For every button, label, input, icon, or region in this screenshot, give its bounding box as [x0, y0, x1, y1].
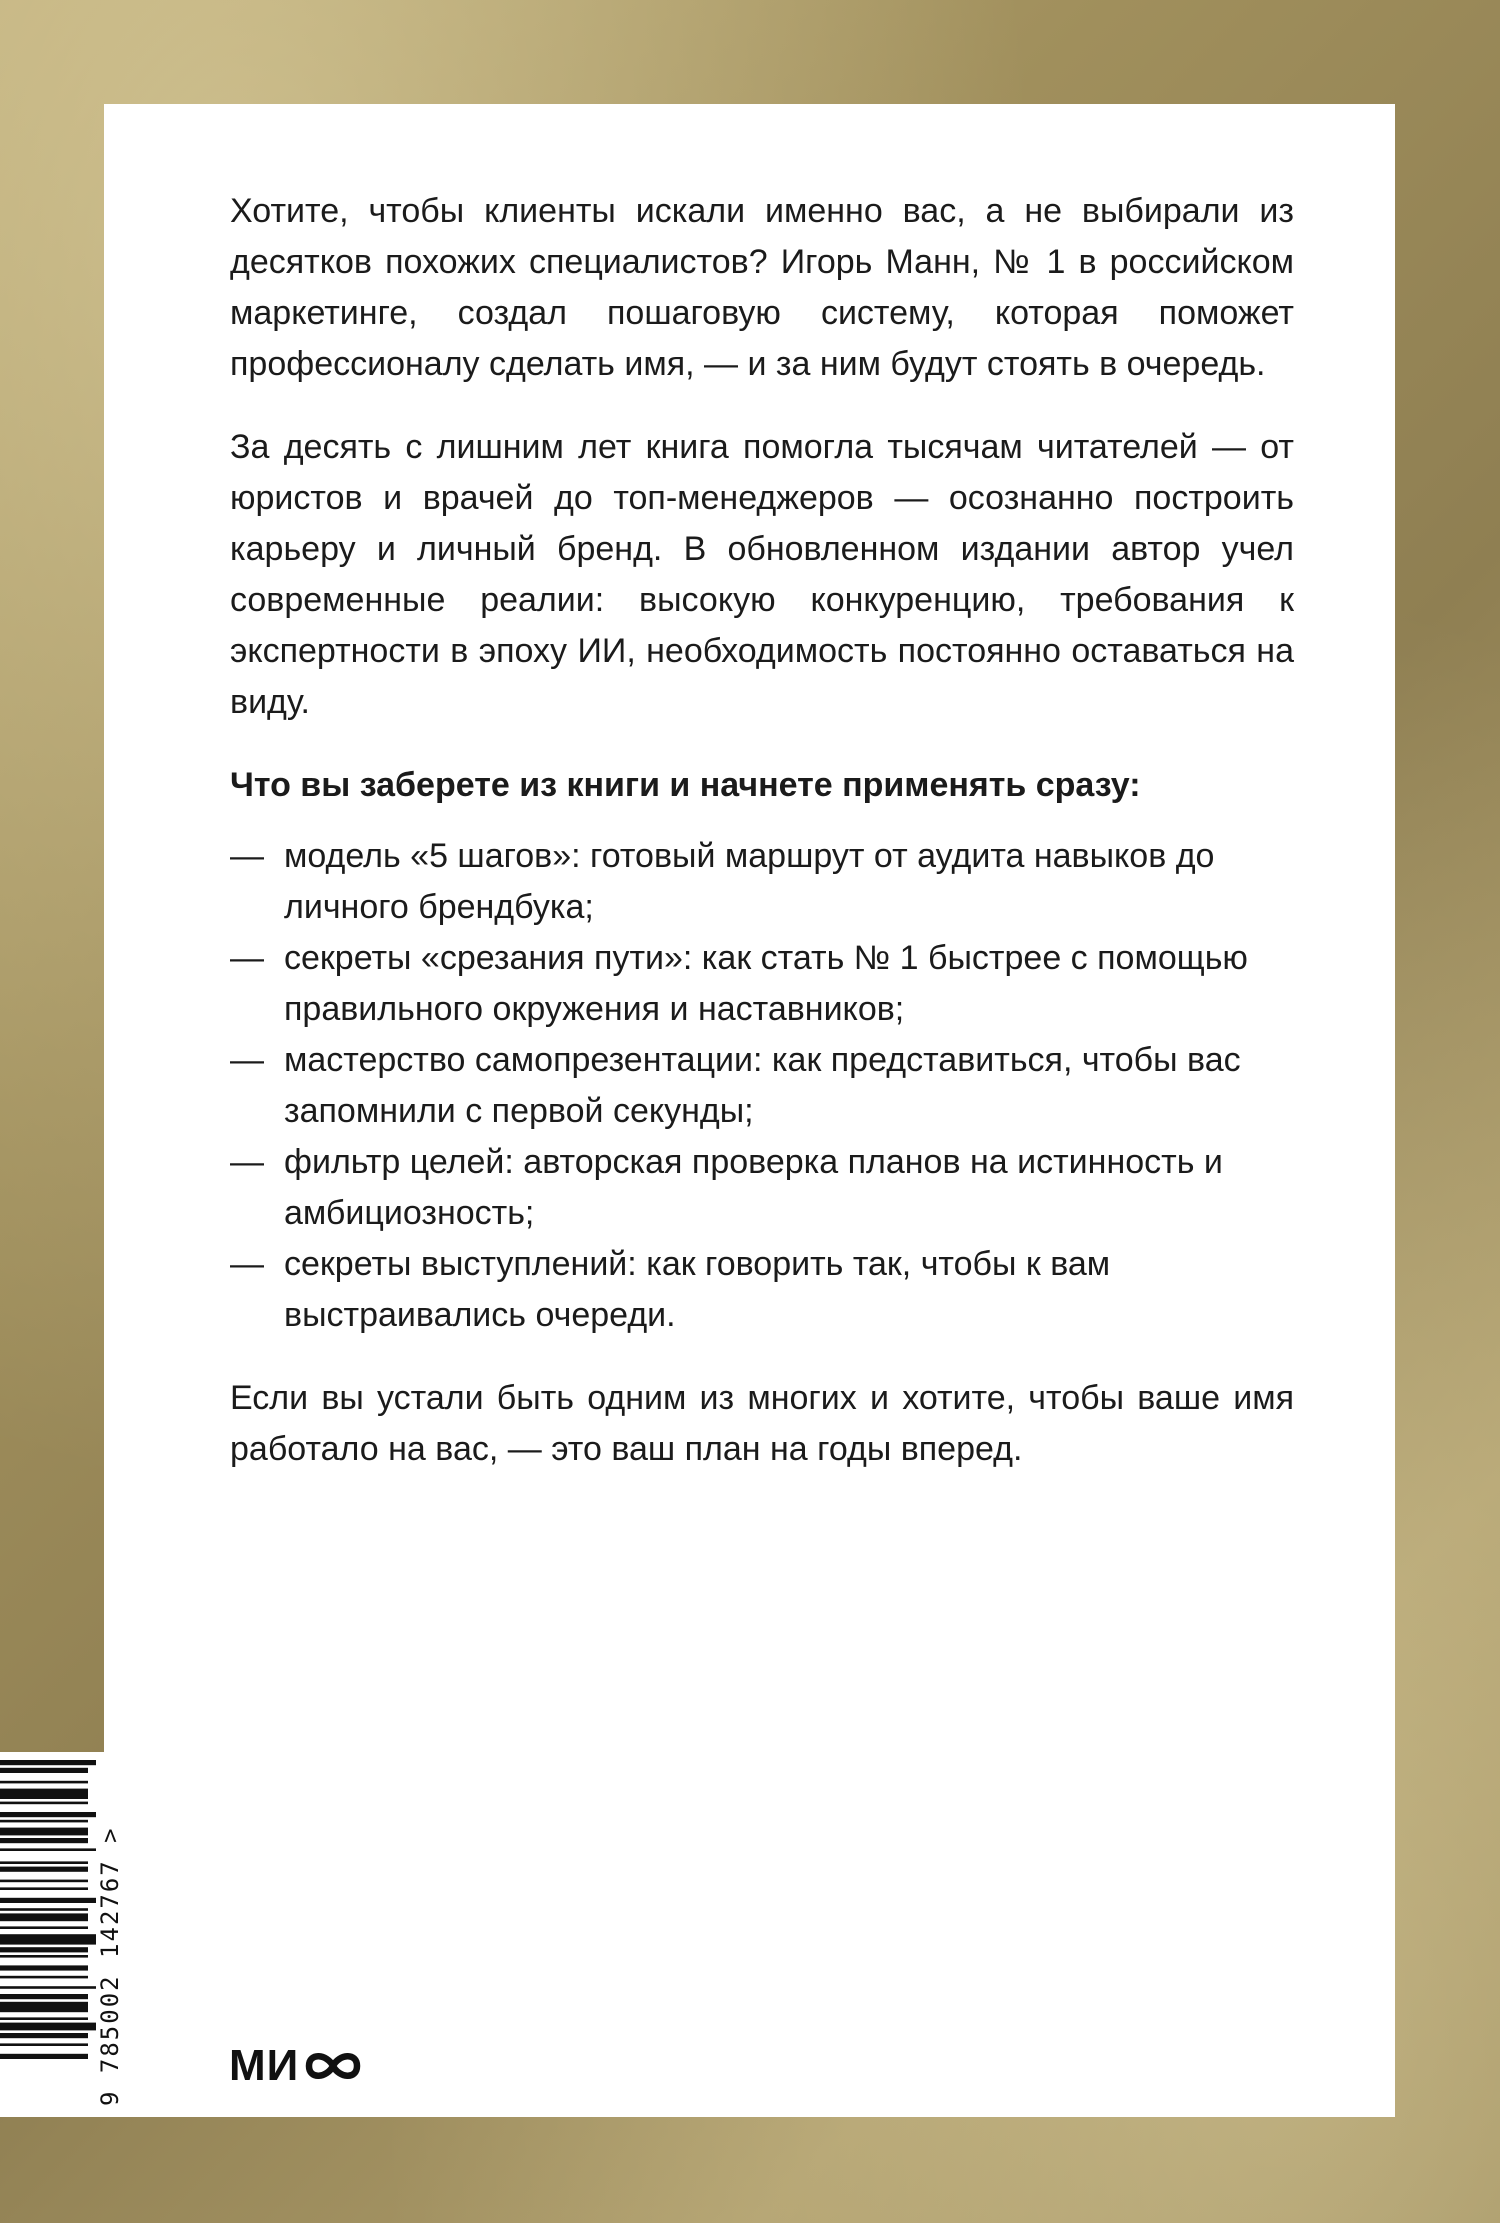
- logo-letters: МИ: [229, 2041, 300, 2090]
- history-paragraph: За десять с лишним лет книга помогла тысячам читателей — от юристов и врачей до топ-менеджеров — осознанно построить карьеру и личный бренд. В обновленном издании автор учел современные реалии: высокую конкуренцию, требования к экспертности в эпоху ИИ, необходимость постоянно оставаться на виду.: [230, 428, 1294, 721]
- dash-marker: —: [230, 1041, 264, 1079]
- barcode-bar: [0, 1994, 88, 1999]
- infinity-icon: [301, 2046, 365, 2086]
- barcode-bar: [0, 1838, 88, 1843]
- dash-marker: —: [230, 1143, 264, 1181]
- barcode-bars-icon: [0, 1752, 96, 2117]
- barcode-bar: [0, 1781, 88, 1784]
- closing-paragraph: Если вы устали быть одним из многих и хотите, чтобы ваше имя работало на вас, — это ваш план на годы вперед.: [230, 1379, 1294, 1468]
- barcode-bar: [0, 2033, 88, 2038]
- barcode-bar: [0, 1926, 88, 1929]
- barcode-bar: [0, 1908, 88, 1911]
- isbn-digits: 9 785002 142767 >: [96, 1826, 124, 2106]
- barcode-bar: [0, 1812, 96, 1817]
- barcode-bar: [0, 1947, 88, 1952]
- barcode-bar: [0, 1789, 88, 1799]
- isbn-barcode: [0, 1752, 157, 2117]
- barcode-bar: [0, 1820, 88, 1823]
- barcode-bar: [0, 2002, 88, 2012]
- barcode-bar: [0, 1976, 88, 1979]
- intro-paragraph: Хотите, чтобы клиенты искали именно вас, а не выбирали из десятков похожих специалистов? Игорь Манн, № 1 в российском маркетинге, создал пошаговую систему, которая поможет профессионалу сделать имя, — и за ним будут стоять в очередь.: [230, 192, 1294, 383]
- barcode-bar: [0, 1861, 88, 1864]
- barcode-bar: [0, 2023, 96, 2031]
- barcode-bar: [0, 1867, 88, 1872]
- barcode-bar: [0, 1887, 88, 1890]
- barcode-bar: [0, 1768, 88, 1773]
- barcode-bar: [0, 1802, 88, 1805]
- barcode-bar: [0, 2054, 88, 2059]
- barcode-bar: [0, 1760, 96, 1765]
- benefits-list: [230, 831, 1294, 1341]
- barcode-bar: [0, 1913, 88, 1921]
- dash-marker: —: [230, 837, 264, 875]
- list-item: [230, 1239, 1294, 1341]
- list-item-text: мастерство самопрезентации: как представиться, чтобы вас запомнили с первой секунды;: [284, 1041, 1241, 1130]
- barcode-bar: [0, 1898, 96, 1903]
- list-item-text: секреты «срезания пути»: как стать № 1 быстрее с помощью правильного окружения и наставников;: [284, 939, 1248, 1028]
- benefits-heading: Что вы заберете из книги и начнете применять сразу:: [230, 766, 1141, 804]
- barcode-bar: [0, 1828, 88, 1836]
- barcode-bar: [0, 1965, 88, 1970]
- list-item-text: секреты выступлений: как говорить так, чтобы к вам выстраивались очереди.: [284, 1245, 1111, 1334]
- barcode-bar: [0, 1934, 96, 1944]
- barcode-bar: [0, 2017, 88, 2020]
- publisher-logo: [229, 2041, 365, 2091]
- barcode-bar: [0, 1955, 88, 1958]
- barcode-bar: [0, 1986, 96, 1989]
- list-item: [230, 1035, 1294, 1137]
- barcode-bar: [0, 1880, 88, 1883]
- list-item: [230, 933, 1294, 1035]
- barcode-bar: [0, 2043, 88, 2046]
- dash-marker: —: [230, 1245, 264, 1283]
- barcode-bar: [0, 1848, 96, 1851]
- back-cover-panel: [104, 104, 1395, 2117]
- description-text: [230, 186, 1294, 1507]
- list-item-text: модель «5 шагов»: готовый маршрут от аудита навыков до личного брендбука;: [284, 837, 1215, 926]
- list-item: [230, 1137, 1294, 1239]
- list-item-text: фильтр целей: авторская проверка планов на истинность и амбициозность;: [284, 1143, 1223, 1232]
- dash-marker: —: [230, 939, 264, 977]
- list-item: [230, 831, 1294, 933]
